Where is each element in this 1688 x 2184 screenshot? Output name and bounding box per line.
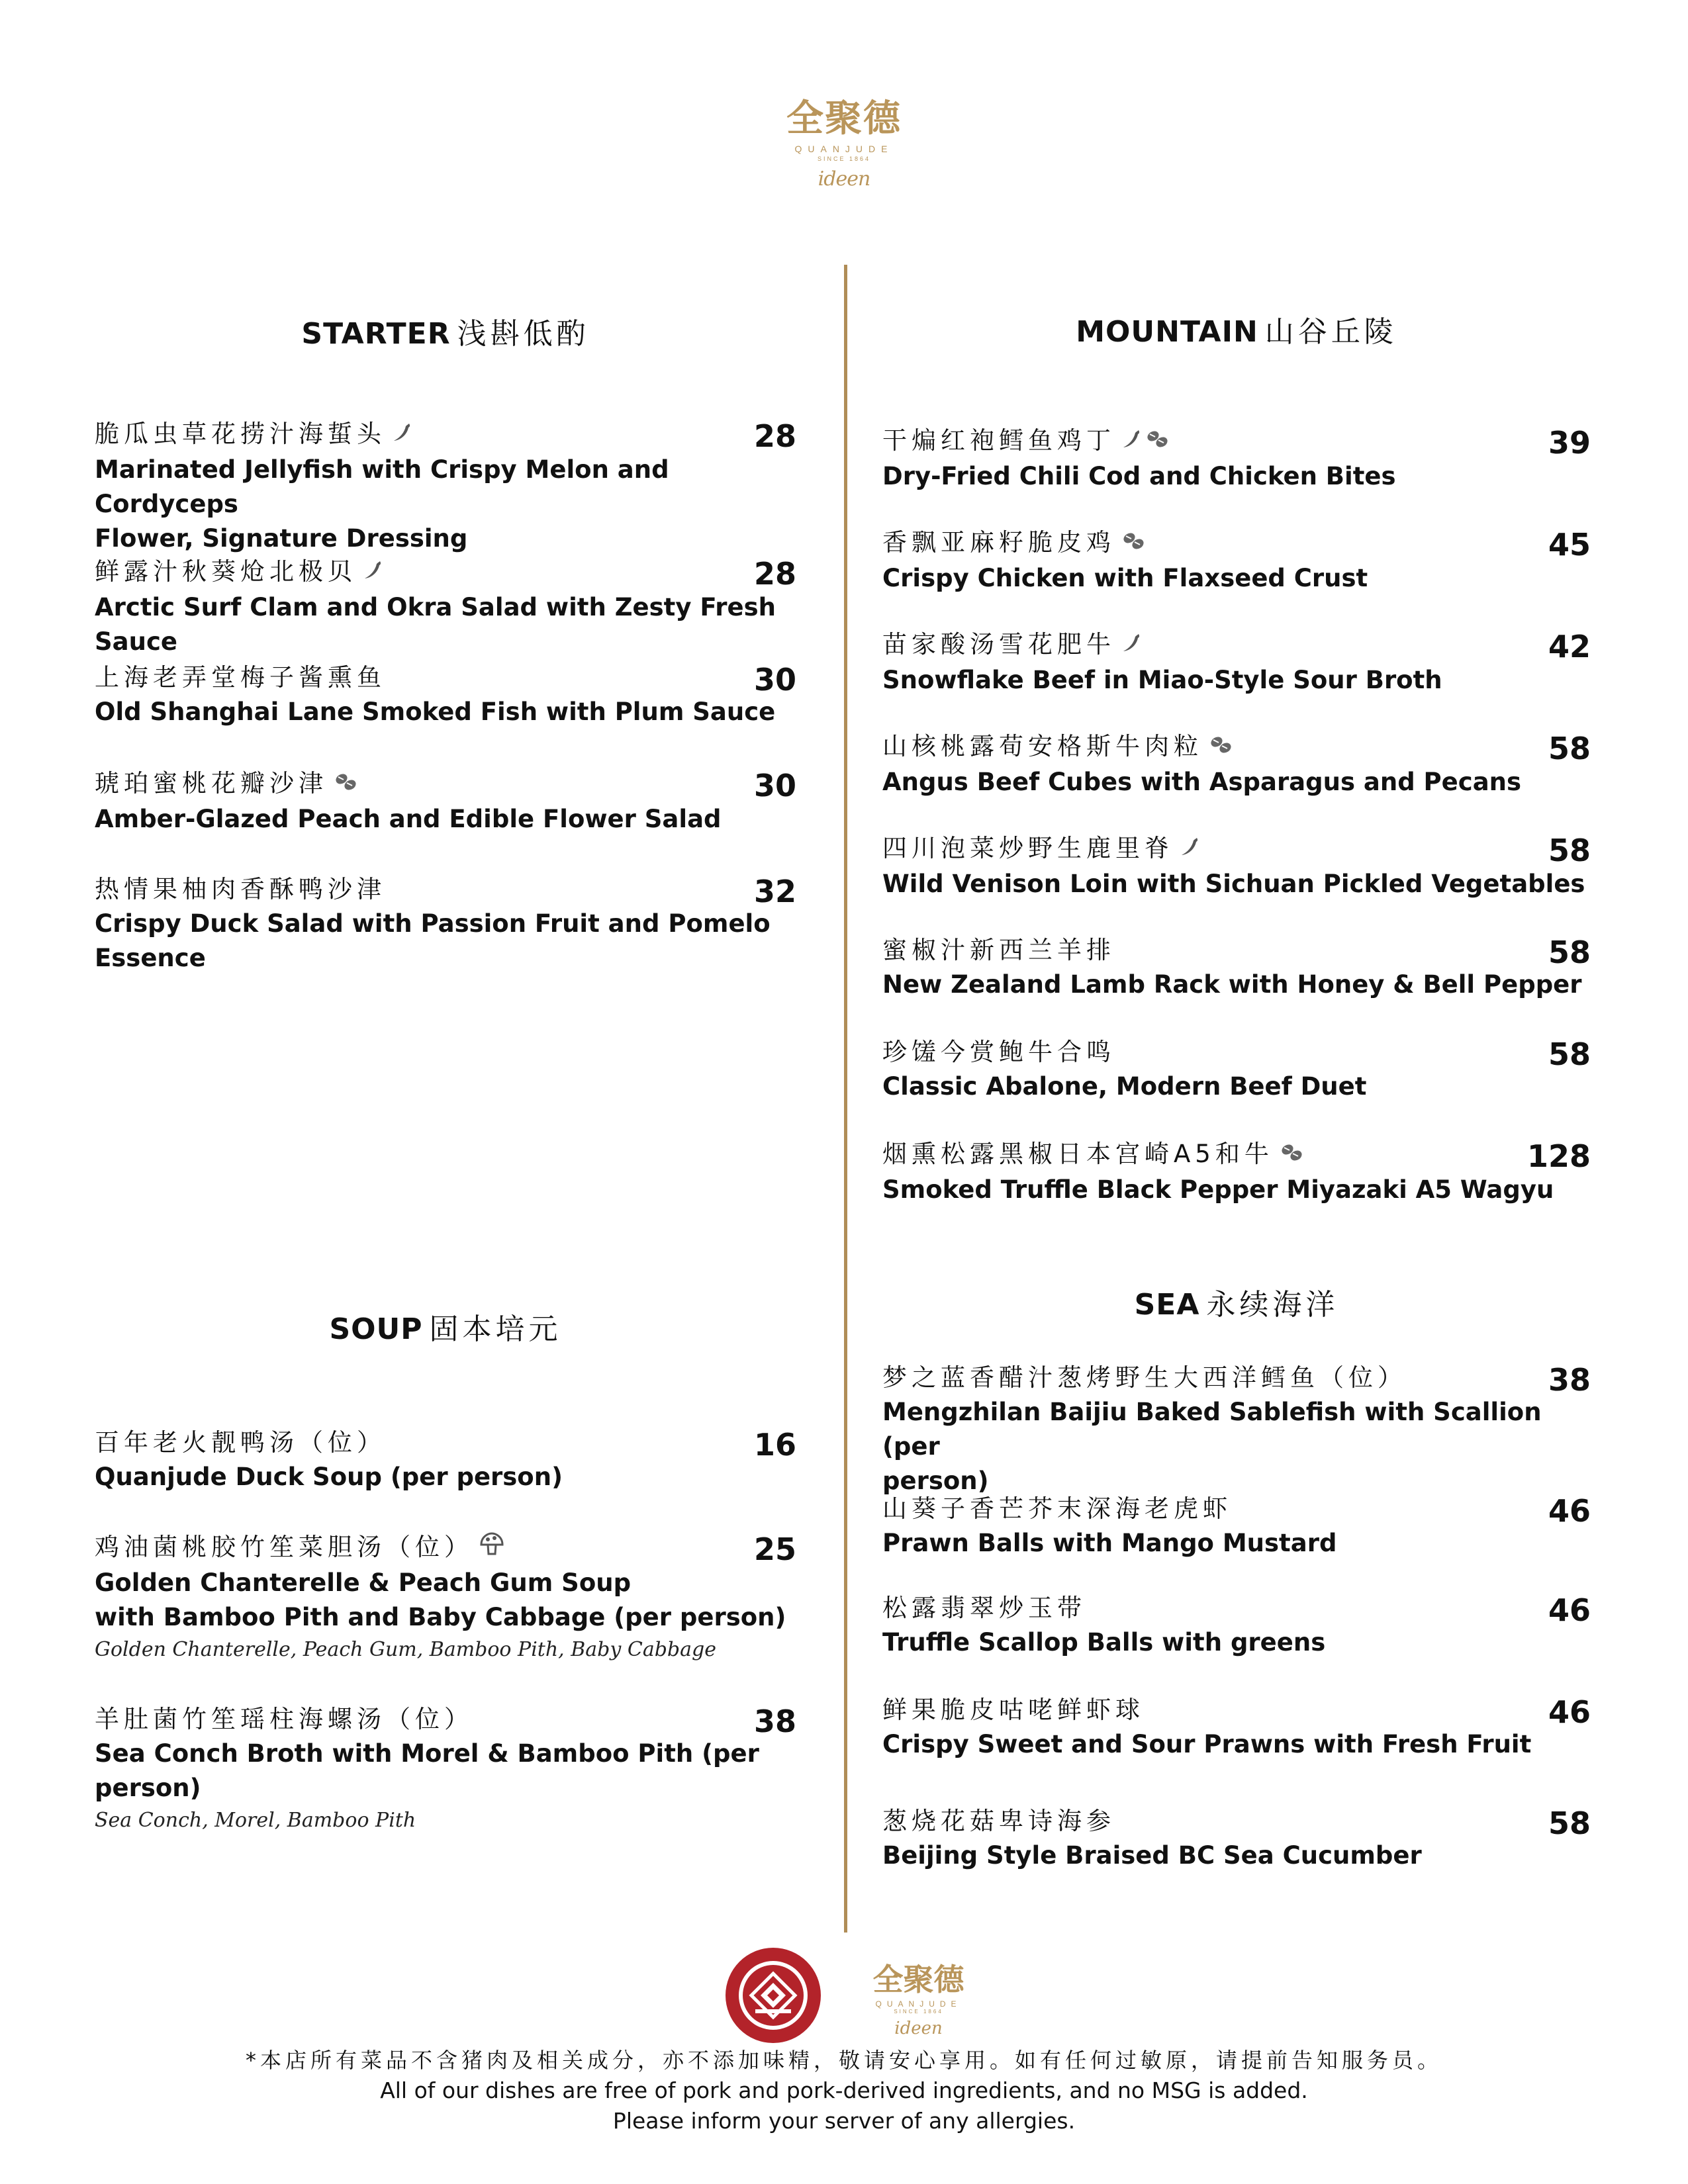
item-price: 38 <box>753 1704 796 1739</box>
nut-icon <box>1145 425 1171 459</box>
item-name-cn: 珍馐今赏鲍牛合鸣 <box>882 1038 1115 1066</box>
item-price: 58 <box>1548 833 1591 868</box>
menu-item <box>95 555 796 659</box>
item-price: 128 <box>1526 1138 1591 1174</box>
top-logo <box>0 89 1688 191</box>
item-price: 46 <box>1548 1694 1591 1730</box>
chili-icon <box>1179 833 1201 867</box>
item-price: 45 <box>1548 527 1591 563</box>
section-title-en: STARTER <box>301 317 451 351</box>
mushroom-icon <box>479 1531 505 1566</box>
section-title-en: MOUNTAIN <box>1076 315 1258 349</box>
item-name-en: Crispy Duck Salad with Passion Fruit and Pomelo <box>95 909 771 938</box>
item-ingredients: Golden Chanterelle, Peach Gum, Bamboo Pith, Baby Cabbage <box>95 1637 716 1661</box>
logo-sub: ideen <box>894 2018 943 2038</box>
item-name-en: Snowflake Beef in Miao-Style Sour Broth <box>882 665 1442 694</box>
item-name-cn: 脆瓜虫草花捞汁海蜇头 <box>95 417 796 453</box>
menu-item <box>882 1137 1591 1207</box>
item-name-en: Marinated Jellyfish with Crispy Melon and Cordyceps <box>95 455 669 518</box>
item-name-en-line2: with Bamboo Pith and Baby Cabbage (per person) <box>95 1602 786 1631</box>
section-title <box>882 308 1591 350</box>
nut-icon <box>1121 527 1147 561</box>
item-name-en: Prawn Balls with Mango Mustard <box>882 1529 1337 1557</box>
item-name-en: Truffle Scallop Balls with greens <box>882 1628 1326 1657</box>
chili-icon <box>391 418 414 453</box>
item-name-en: Angus Beef Cubes with Asparagus and Pecans <box>882 767 1522 796</box>
heritage-seal-icon <box>724 1946 823 2048</box>
menu-item <box>95 1530 796 1665</box>
item-name-cn: 山葵子香芒芥末深海老虎虾 <box>882 1494 1232 1523</box>
chili-icon <box>1121 629 1143 663</box>
item-price: 42 <box>1548 629 1591 664</box>
item-name-cn: 上海老弄堂梅子酱熏鱼 <box>95 663 386 692</box>
menu-item <box>882 627 1591 698</box>
item-price: 38 <box>1548 1362 1591 1398</box>
menu-item <box>95 872 796 976</box>
item-price: 46 <box>1548 1493 1591 1529</box>
section-title <box>95 310 796 352</box>
item-name-en: Quanjude Duck Soup (per person) <box>95 1463 563 1491</box>
item-name-cn: 鲜露汁秋葵炝北极贝 <box>95 555 796 590</box>
item-price: 39 <box>1548 425 1591 461</box>
item-name-en-line2: person) <box>882 1467 989 1495</box>
item-name-en: Smoked Truffle Black Pepper Miyazaki A5 Wagyu <box>882 1175 1554 1204</box>
item-price: 58 <box>1548 1805 1591 1841</box>
section-title-cn: 固本培元 <box>429 1312 562 1346</box>
footer-notes <box>0 2045 1688 2136</box>
chili-icon <box>1121 425 1143 459</box>
section-title-cn: 山谷丘陵 <box>1264 315 1397 349</box>
item-name-cn: 香飘亚麻籽脆皮鸡 <box>882 525 1591 561</box>
menu-item <box>882 1804 1591 1873</box>
item-price: 16 <box>753 1427 796 1463</box>
item-name-en: New Zealand Lamb Rack with Honey & Bell Pepper <box>882 970 1582 999</box>
allergy-note-en-line2: Please inform your server of any allergies. <box>612 2108 1076 2134</box>
item-name-cn: 山核桃露荀安格斯牛肉粒 <box>882 729 1591 765</box>
nut-icon <box>333 768 359 802</box>
item-name-en: Arctic Surf Clam and Okra Salad with Zesty Fresh Sauce <box>95 592 776 656</box>
item-price: 58 <box>1548 934 1591 970</box>
nut-icon <box>1208 731 1235 765</box>
item-name-cn: 干煸红袍鳕鱼鸡丁 <box>882 424 1591 459</box>
item-name-cn: 烟熏松露黑椒日本宫崎A5和牛 <box>882 1137 1591 1173</box>
item-name-en: Dry-Fried Chili Cod and Chicken Bites <box>882 461 1396 490</box>
menu-item <box>95 417 796 556</box>
item-name-en: Old Shanghai Lane Smoked Fish with Plum Sauce <box>95 698 776 726</box>
item-name-en: Classic Abalone, Modern Beef Duet <box>882 1072 1367 1101</box>
chili-icon <box>362 556 385 590</box>
section-starter <box>95 310 796 352</box>
item-name-cn: 葱烧花菇卑诗海参 <box>882 1807 1115 1835</box>
section-title-cn: 浅斟低酌 <box>457 317 590 351</box>
item-name-en-line2: Essence <box>95 944 206 972</box>
menu-item <box>882 1492 1591 1561</box>
logo-since: SINCE 1864 <box>817 156 871 162</box>
nut-icon <box>1279 1138 1305 1173</box>
section-title-en: SOUP <box>329 1312 423 1346</box>
item-price: 28 <box>753 556 796 592</box>
item-price: 28 <box>753 418 796 454</box>
menu-item <box>882 1035 1591 1104</box>
item-price: 58 <box>1548 731 1591 766</box>
item-name-cn: 四川泡菜炒野生鹿里脊 <box>882 831 1591 867</box>
section-title-en: SEA <box>1134 1288 1200 1322</box>
menu-item <box>95 1426 796 1494</box>
menu-item <box>882 1693 1591 1762</box>
item-name-cn: 苗家酸汤雪花肥牛 <box>882 627 1591 663</box>
menu-item <box>882 525 1591 596</box>
menu-item <box>882 729 1591 799</box>
logo-chinese: 全聚德 <box>872 1961 964 1997</box>
item-name-en: Golden Chanterelle & Peach Gum Soup <box>95 1568 632 1597</box>
item-name-cn: 热情果柚肉香酥鸭沙津 <box>95 875 386 903</box>
section-soup <box>95 1305 796 1347</box>
item-name-cn: 羊肚菌竹笙瑶柱海螺汤（位） <box>95 1705 473 1733</box>
item-name-cn: 百年老火靓鸭汤（位） <box>95 1428 386 1457</box>
section-mountain <box>882 308 1591 350</box>
logo-since: SINCE 1864 <box>894 2008 943 2015</box>
menu-item <box>95 766 796 837</box>
logo-chinese: 全聚德 <box>786 97 902 140</box>
item-name-en: Wild Venison Loin with Sichuan Pickled Vegetables <box>882 869 1585 898</box>
footer-logos <box>0 1946 1688 2048</box>
item-name-cn: 鲜果脆皮咕咾鲜虾球 <box>882 1696 1145 1724</box>
menu-item <box>882 831 1591 901</box>
item-name-en: Crispy Sweet and Sour Prawns with Fresh Fruit <box>882 1730 1532 1758</box>
item-name-cn: 梦之蓝香醋汁葱烤野生大西洋鳕鱼（位） <box>882 1363 1407 1392</box>
item-name-cn: 松露翡翠炒玉带 <box>882 1594 1086 1622</box>
menu-item <box>882 1591 1591 1660</box>
item-name-cn: 琥珀蜜桃花瓣沙津 <box>95 766 796 802</box>
menu-item <box>882 1361 1591 1498</box>
allergy-note-cn: *本店所有菜品不含猪肉及相关成分，亦不添加味精，敬请安心享用。如有任何过敏原，请提前告知服务员。 <box>245 2048 1442 2073</box>
item-name-en: Beijing Style Braised BC Sea Cucumber <box>882 1841 1422 1870</box>
item-price: 30 <box>753 768 796 803</box>
logo-sub: ideen <box>818 167 870 191</box>
item-name-cn: 鸡油菌桃胶竹笙菜胆汤（位） <box>95 1530 796 1566</box>
menu-item <box>95 660 796 729</box>
item-name-en: Mengzhilan Baijiu Baked Sablefish with Scallion (per <box>882 1398 1542 1461</box>
menu-item <box>95 1702 796 1836</box>
column-divider <box>844 265 847 1933</box>
item-price: 30 <box>753 662 796 698</box>
logo-english: QUANJUDE <box>875 1999 962 2009</box>
footer-brand-logo <box>873 1956 964 2038</box>
section-title <box>95 1305 796 1347</box>
item-price: 46 <box>1548 1592 1591 1628</box>
item-ingredients: Sea Conch, Morel, Bamboo Pith <box>95 1809 416 1832</box>
item-name-en: Crispy Chicken with Flaxseed Crust <box>882 563 1368 592</box>
menu-item <box>882 424 1591 494</box>
menu-item <box>882 933 1591 1002</box>
item-name-cn: 蜜椒汁新西兰羊排 <box>882 936 1115 964</box>
item-price: 58 <box>1548 1036 1591 1072</box>
item-name-en: Amber-Glazed Peach and Edible Flower Salad <box>95 804 722 833</box>
section-sea <box>882 1281 1591 1323</box>
item-price: 32 <box>753 874 796 909</box>
logo-english: QUANJUDE <box>794 144 894 154</box>
section-title <box>882 1281 1591 1323</box>
allergy-note-en: All of our dishes are free of pork and pork-derived ingredients, and no MSG is added. <box>380 2077 1308 2103</box>
section-title-cn: 永续海洋 <box>1206 1288 1339 1322</box>
item-name-en: Sea Conch Broth with Morel & Bamboo Pith (per person) <box>95 1739 759 1802</box>
item-name-en-line2: Flower, Signature Dressing <box>95 523 468 553</box>
item-price: 25 <box>753 1531 796 1567</box>
